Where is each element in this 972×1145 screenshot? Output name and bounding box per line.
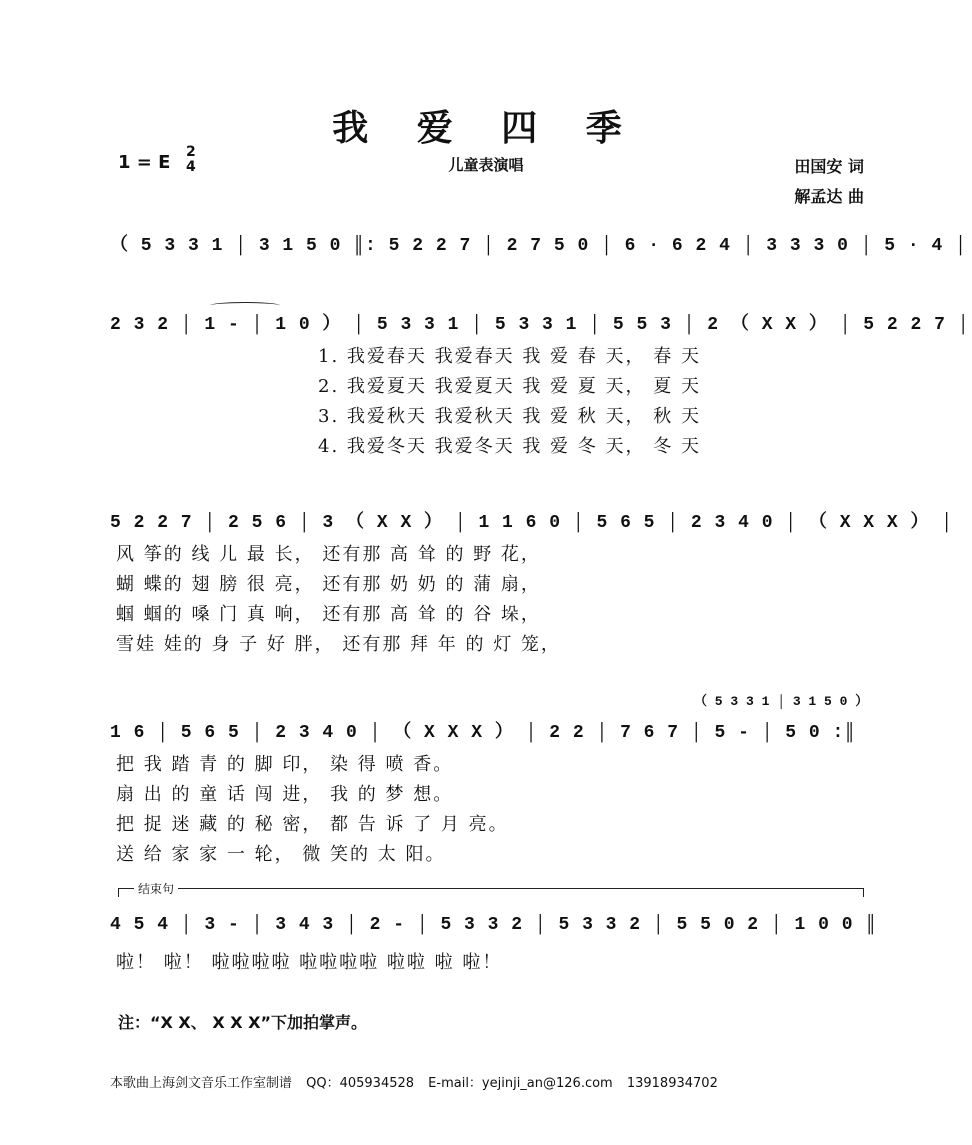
time-signature-top: 2 xyxy=(186,144,196,160)
coda-lyric: 啦！ 啦！ 啦啦啦啦 啦啦啦啦 啦啦 啦 啦！ xyxy=(116,952,503,973)
footnote: 注：“X X、 X X X”下加拍掌声。 xyxy=(118,1013,367,1032)
score-row-3: 5 2 2 7 │ 2 5 6 │ 3 （ X X ） │ 1 1 6 0 │ 5 6 5 │ 2 3 4 0 │ （ X X X ） │ xyxy=(110,513,954,533)
composer-credit: 解孟达 曲 xyxy=(794,187,864,206)
score-row-intro: （ 5 3 3 1 │ 3 1 5 0 ║: 5 2 2 7 │ 2 7 5 0 │ 6 · 6 2 4 │ 3 3 3 0 │ 5 · 4 │ xyxy=(110,236,967,256)
verse1-lyric-2: 2. 我爱夏天 我爱夏天 我 爱 夏 天， 夏 天 xyxy=(318,376,701,397)
verse2-lyric-2: 蝴 蝶的 翅 膀 很 亮， 还有那 奶 奶 的 蒲 扇， xyxy=(116,574,541,595)
coda-label: 结束句 xyxy=(134,880,178,897)
key-signature: 1 = E xyxy=(118,152,171,173)
verse2-lyric-4: 雪娃 娃的 身 子 好 胖， 还有那 拜 年 的 灯 笼， xyxy=(116,634,561,655)
score-row-4: 1 6 │ 5 6 5 │ 2 3 4 0 │ （ X X X ） │ 2 2 │ 7 6 7 │ 5 - │ 5 0 :║ xyxy=(110,723,857,743)
small-cue-notes: （ 5 3 3 1 │ 3 1 5 0 ） xyxy=(694,694,869,709)
verse3-lyric-4: 送 给 家 家 一 轮， 微 笑的 太 阳。 xyxy=(116,844,446,865)
tie-arc xyxy=(210,302,280,309)
score-row-coda: 4 5 4 │ 3 - │ 3 4 3 │ 2 - │ 5 3 3 2 │ 5 3 3 2 │ 5 5 0 2 │ 1 0 0 ║ xyxy=(110,915,878,935)
verse1-lyric-3: 3. 我爱秋天 我爱秋天 我 爱 秋 天， 秋 天 xyxy=(318,406,701,427)
verse3-lyric-1: 把 我 踏 青 的 脚 印， 染 得 喷 香。 xyxy=(116,754,454,775)
lyricist-credit: 田国安 词 xyxy=(794,157,864,176)
score-row-2: 2 3 2 │ 1 - │ 1 0 ） │ 5 3 3 1 │ 5 3 3 1 │ 5 5 3 │ 2 （ X X ） │ 5 2 2 7 │ xyxy=(110,315,970,335)
footer-credits: 本歌曲上海剑文音乐工作室制谱 QQ：405934528 E-mail：yejinji_an@126.com 13918934702 xyxy=(110,1076,718,1091)
verse1-lyric-4: 4. 我爱冬天 我爱冬天 我 爱 冬 天， 冬 天 xyxy=(318,436,701,457)
verse3-lyric-3: 把 捉 迷 藏 的 秘 密， 都 告 诉 了 月 亮。 xyxy=(116,814,509,835)
verse1-lyric-1: 1. 我爱春天 我爱春天 我 爱 春 天， 春 天 xyxy=(318,346,701,367)
time-signature-bottom: 4 xyxy=(186,159,196,175)
verse3-lyric-2: 扇 出 的 童 话 闯 进， 我 的 梦 想。 xyxy=(116,784,454,805)
song-title: 我 爱 四 季 xyxy=(332,107,640,149)
coda-bracket xyxy=(118,888,864,897)
verse2-lyric-1: 风 筝的 线 儿 最 长， 还有那 高 耸 的 野 花， xyxy=(116,544,541,565)
verse2-lyric-3: 蝈 蝈的 嗓 门 真 响， 还有那 高 耸 的 谷 垛， xyxy=(116,604,541,625)
performance-style: 儿童表演唱 xyxy=(448,156,524,174)
